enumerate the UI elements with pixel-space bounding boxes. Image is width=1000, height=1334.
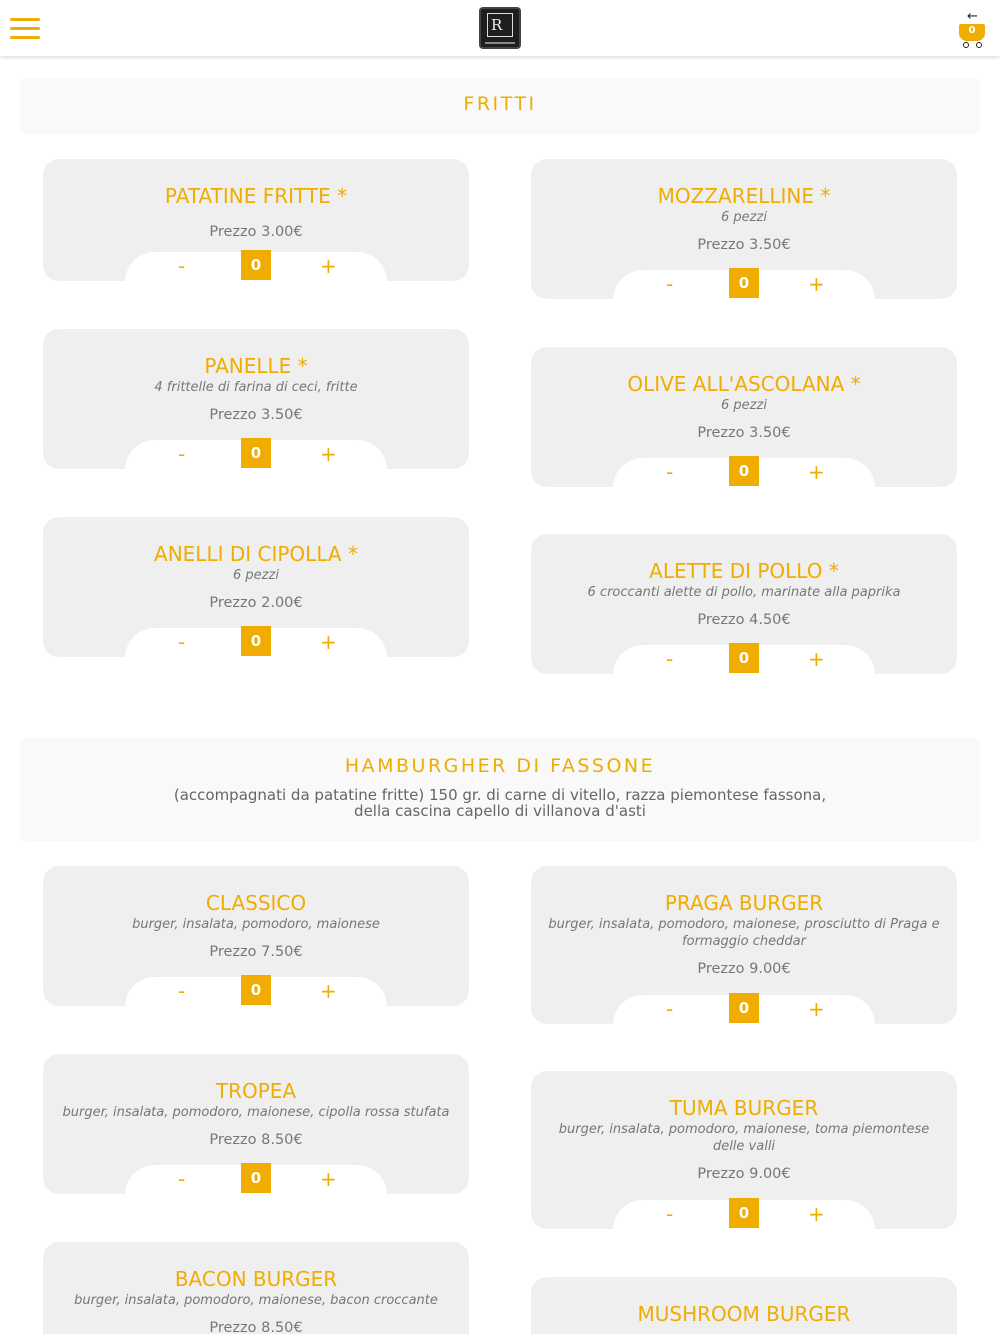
item-price: Prezzo 3.50€ bbox=[697, 237, 791, 253]
quantity-value: 0 bbox=[241, 250, 271, 280]
back-arrow-icon: ← bbox=[967, 9, 978, 24]
increase-button[interactable]: + bbox=[320, 630, 337, 654]
item-price: Prezzo 2.00€ bbox=[209, 595, 303, 611]
menu-item-card bbox=[43, 329, 469, 469]
menu-item-card bbox=[43, 1242, 469, 1334]
item-price: Prezzo 8.50€ bbox=[209, 1320, 303, 1334]
increase-button[interactable]: + bbox=[320, 254, 337, 278]
quantity-stepper bbox=[613, 270, 875, 300]
menu-item-card bbox=[531, 1071, 957, 1229]
cart-button[interactable] bbox=[955, 10, 991, 48]
item-name: PATATINE FRITTE * bbox=[164, 184, 348, 208]
item-price: Prezzo 9.00€ bbox=[697, 961, 791, 977]
item-price: Prezzo 9.00€ bbox=[697, 1166, 791, 1182]
decrease-button[interactable]: - bbox=[666, 997, 674, 1021]
quantity-value: 0 bbox=[729, 268, 759, 298]
increase-button[interactable]: + bbox=[808, 272, 825, 296]
quantity-value: 0 bbox=[241, 626, 271, 656]
menu-item-card bbox=[531, 347, 957, 487]
menu-icon[interactable] bbox=[10, 18, 40, 40]
item-description: 4 frittelle di farina di ceci, fritte bbox=[154, 380, 358, 395]
increase-button[interactable]: + bbox=[320, 979, 337, 1003]
quantity-stepper bbox=[613, 995, 875, 1025]
cart-count: 0 bbox=[968, 25, 976, 36]
increase-button[interactable]: + bbox=[808, 997, 825, 1021]
item-price: Prezzo 4.50€ bbox=[697, 612, 791, 628]
item-name: BACON BURGER bbox=[174, 1267, 338, 1291]
menu-item-card bbox=[531, 866, 957, 1024]
quantity-value: 0 bbox=[241, 1163, 271, 1193]
decrease-button[interactable]: - bbox=[666, 460, 674, 484]
section-header-fritti bbox=[20, 78, 980, 134]
item-name: PRAGA BURGER bbox=[664, 891, 824, 915]
menu-item-card bbox=[531, 1277, 957, 1334]
increase-button[interactable]: + bbox=[808, 460, 825, 484]
item-price: Prezzo 3.50€ bbox=[697, 425, 791, 441]
item-description: burger, insalata, pomodoro, maionese, cipolla rossa stufata bbox=[62, 1105, 450, 1120]
item-name: CLASSICO bbox=[205, 891, 307, 915]
item-name: OLIVE ALL'ASCOLANA * bbox=[627, 372, 861, 396]
quantity-stepper bbox=[613, 458, 875, 488]
item-price: Prezzo 3.50€ bbox=[209, 407, 303, 423]
item-name: TROPEA bbox=[215, 1079, 297, 1103]
menu-item-card bbox=[531, 534, 957, 674]
item-description: burger, insalata, pomodoro, maionese, toma piemontese delle valli bbox=[558, 1122, 930, 1154]
item-description: burger, insalata, pomodoro, maionese, bacon croccante bbox=[74, 1293, 438, 1308]
decrease-button[interactable]: - bbox=[178, 979, 186, 1003]
decrease-button[interactable]: - bbox=[178, 1167, 186, 1191]
quantity-stepper bbox=[613, 1200, 875, 1230]
quantity-stepper bbox=[125, 1165, 387, 1195]
increase-button[interactable]: + bbox=[808, 1202, 825, 1226]
quantity-stepper bbox=[613, 645, 875, 675]
item-price: Prezzo 3.00€ bbox=[209, 224, 303, 240]
item-name: ANELLI DI CIPOLLA * bbox=[154, 542, 358, 566]
quantity-value: 0 bbox=[241, 975, 271, 1005]
item-description: 6 croccanti alette di pollo, marinate alla paprika bbox=[587, 585, 901, 600]
quantity-stepper bbox=[125, 628, 387, 658]
section-title: FRITTI bbox=[463, 93, 537, 115]
restaurant-logo[interactable]: R bbox=[479, 7, 521, 49]
item-description: burger, insalata, pomodoro, maionese bbox=[132, 917, 380, 932]
item-description: 6 pezzi bbox=[721, 210, 767, 225]
quantity-value: 0 bbox=[729, 1198, 759, 1228]
quantity-stepper bbox=[125, 252, 387, 282]
decrease-button[interactable]: - bbox=[178, 254, 186, 278]
section-description: (accompagnati da patatine fritte) 150 gr. di carne di vitello, razza piemontese fassona, della cascina capello di villanova d'asti bbox=[173, 786, 827, 820]
quantity-stepper bbox=[125, 977, 387, 1007]
increase-button[interactable]: + bbox=[320, 1167, 337, 1191]
top-bar bbox=[0, 0, 1000, 56]
increase-button[interactable]: + bbox=[808, 647, 825, 671]
menu-item-card bbox=[43, 1054, 469, 1194]
menu-item-card bbox=[531, 159, 957, 299]
menu-item-card bbox=[43, 517, 469, 657]
quantity-value: 0 bbox=[729, 643, 759, 673]
section-title: HAMBURGHER DI FASSONE bbox=[344, 755, 656, 777]
item-price: Prezzo 7.50€ bbox=[209, 944, 303, 960]
quantity-stepper bbox=[125, 440, 387, 470]
item-name: MUSHROOM BURGER bbox=[637, 1302, 851, 1326]
item-price: Prezzo 8.50€ bbox=[209, 1132, 303, 1148]
decrease-button[interactable]: - bbox=[666, 272, 674, 296]
item-description: 6 pezzi bbox=[721, 398, 767, 413]
decrease-button[interactable]: - bbox=[666, 647, 674, 671]
item-name: TUMA BURGER bbox=[669, 1096, 819, 1120]
decrease-button[interactable]: - bbox=[178, 630, 186, 654]
quantity-value: 0 bbox=[729, 993, 759, 1023]
quantity-value: 0 bbox=[729, 456, 759, 486]
item-description: 6 pezzi bbox=[233, 568, 279, 583]
section-header-hamburgher bbox=[20, 738, 980, 841]
quantity-value: 0 bbox=[241, 438, 271, 468]
menu-item-card bbox=[43, 866, 469, 1006]
item-name: MOZZARELLINE * bbox=[657, 184, 831, 208]
decrease-button[interactable]: - bbox=[178, 442, 186, 466]
menu-item-card bbox=[43, 159, 469, 281]
item-name: PANELLE * bbox=[204, 354, 308, 378]
item-name: ALETTE DI POLLO * bbox=[649, 559, 839, 583]
increase-button[interactable]: + bbox=[320, 442, 337, 466]
decrease-button[interactable]: - bbox=[666, 1202, 674, 1226]
item-description: burger, insalata, pomodoro, maionese, prosciutto di Praga e formaggio cheddar bbox=[548, 917, 940, 949]
